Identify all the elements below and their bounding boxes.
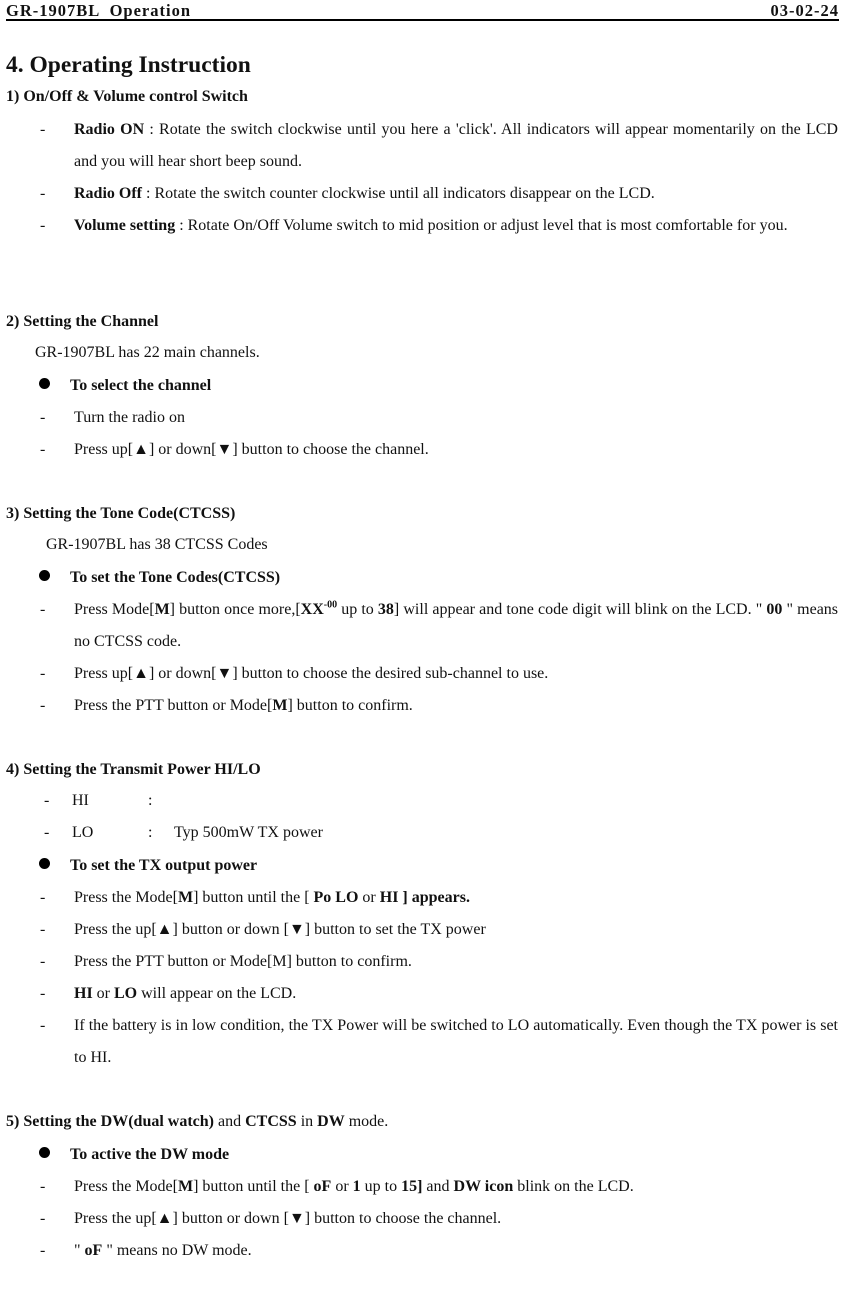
dw-step-1: - Press the Mode[M] button until the [ oF or 1 up to 15] and DW icon blink on the LCD. bbox=[40, 1171, 838, 1203]
channel-intro: GR-1907BL has 22 main channels. bbox=[35, 344, 260, 361]
list-dash: - bbox=[40, 409, 46, 426]
list-dash: - bbox=[40, 889, 46, 906]
list-dash: - bbox=[40, 1017, 46, 1034]
up-arrow-icon: ▲ bbox=[133, 665, 149, 682]
section-2-heading: 2) Setting the Channel bbox=[6, 313, 159, 330]
section-3-heading: 3) Setting the Tone Code(CTCSS) bbox=[6, 505, 236, 522]
up-arrow-icon: ▲ bbox=[133, 441, 149, 458]
bullet-dot bbox=[39, 378, 50, 389]
dw-step-2: - Press the up[▲] button or down [▼] button to choose the channel. bbox=[40, 1203, 838, 1235]
channel-step-2: - Press up[▲] or down[▼] button to choose the channel. bbox=[40, 434, 838, 466]
radio-on-text: Radio ON : Rotate the switch clockwise until you here a 'click'. All indicators will appear momentarily on the LCD and you will hear short beep sound. bbox=[74, 121, 838, 170]
list-dash: - bbox=[40, 1178, 46, 1195]
list-dash: - bbox=[40, 665, 46, 682]
list-dash: - bbox=[40, 185, 46, 202]
tx-step-5: - If the battery is in low condition, the TX Power will be switched to LO automatically. Even though the TX power is set to HI. bbox=[40, 1010, 838, 1074]
radio-on-item bbox=[40, 114, 838, 178]
radio-off-text: Radio Off : Rotate the switch counter clockwise until all indicators disappear on the LCD. bbox=[74, 185, 655, 202]
list-dash: - bbox=[40, 1210, 46, 1227]
list-dash: - bbox=[40, 441, 46, 458]
tx-step-3: - Press the PTT button or Mode[M] button to confirm. bbox=[40, 946, 838, 978]
ctcss-intro: GR-1907BL has 38 CTCSS Codes bbox=[46, 536, 268, 553]
tx-step-4: - HI or LO will appear on the LCD. bbox=[40, 978, 838, 1010]
tx-output-bullet: To set the TX output power bbox=[39, 855, 257, 877]
section-1-heading: 1) On/Off & Volume control Switch bbox=[6, 88, 248, 105]
radio-off-item bbox=[40, 178, 838, 210]
volume-label: Volume setting bbox=[74, 217, 176, 234]
tone-step-3: - Press the PTT button or Mode[M] button to confirm. bbox=[40, 690, 838, 722]
list-dash: - bbox=[40, 601, 46, 618]
tone-step-2: - Press up[▲] or down[▼] button to choose the desired sub-channel to use. bbox=[40, 658, 838, 690]
list-dash: - bbox=[40, 121, 46, 138]
bullet-dot bbox=[39, 1147, 50, 1158]
list-dash: - bbox=[40, 217, 46, 234]
radio-off-label: Radio Off bbox=[74, 185, 142, 202]
down-arrow-icon: ▼ bbox=[288, 921, 305, 938]
set-tone-bullet: To set the Tone Codes(CTCSS) bbox=[39, 567, 280, 589]
select-channel-bullet: To select the channel bbox=[39, 375, 211, 397]
up-arrow-icon: ▲ bbox=[156, 921, 173, 938]
up-arrow-icon: ▲ bbox=[156, 1210, 173, 1227]
section-4-heading: 4) Setting the Transmit Power HI/LO bbox=[6, 761, 261, 778]
list-dash: - bbox=[44, 792, 50, 809]
down-arrow-icon: ▼ bbox=[288, 1210, 305, 1227]
dw-step-3: - " oF " means no DW mode. bbox=[40, 1235, 838, 1267]
page-header bbox=[6, 0, 839, 21]
bullet-dot bbox=[39, 858, 50, 869]
section-5-heading: 5) Setting the DW(dual watch) and CTCSS in DW mode. bbox=[6, 1113, 389, 1130]
volume-item bbox=[40, 210, 838, 242]
down-arrow-icon: ▼ bbox=[216, 441, 233, 458]
dw-mode-bullet: To active the DW mode bbox=[39, 1144, 229, 1166]
tx-step-1: - Press the Mode[M] button until the [ Po LO or HI ] appears. bbox=[40, 882, 838, 914]
list-dash: - bbox=[44, 824, 50, 841]
tone-step-1: - Press Mode[M] button once $more,[XX^{-00}$ up to 38] will appear and tone code digit will blink on the LCD. " 00 " means no CTCSS code. bbox=[40, 594, 838, 658]
tx-step-2: - Press the up[▲] button or down [▼] button to set the TX power bbox=[40, 914, 838, 946]
document-id: GR-1907BL Operation bbox=[6, 1, 192, 20]
bullet-dot bbox=[39, 570, 50, 581]
page-title: 4. Operating Instruction bbox=[6, 52, 251, 78]
down-arrow-icon: ▼ bbox=[216, 665, 233, 682]
channel-step-1: - Turn the radio on bbox=[40, 402, 838, 434]
list-dash: - bbox=[40, 953, 46, 970]
list-dash: - bbox=[40, 697, 46, 714]
list-dash: - bbox=[40, 921, 46, 938]
document-date: 03-02-24 bbox=[770, 1, 839, 20]
list-dash: - bbox=[40, 985, 46, 1002]
list-dash: - bbox=[40, 1242, 46, 1259]
radio-on-label: Radio ON bbox=[74, 121, 145, 138]
volume-text: Volume setting : Rotate On/Off Volume switch to mid position or adjust level that is most comfortable for you. bbox=[74, 217, 788, 234]
